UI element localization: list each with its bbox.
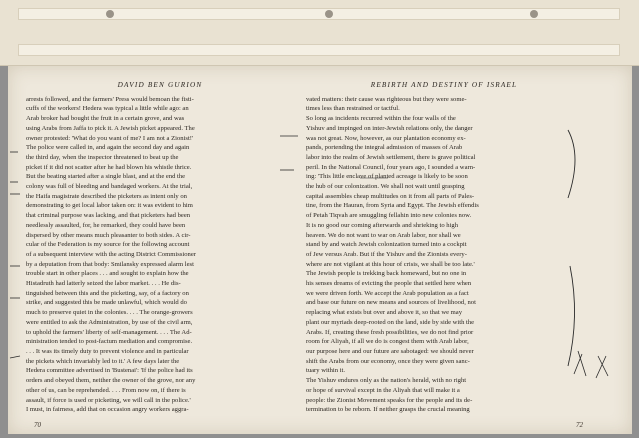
right-page-text-line: So long as incidents recurred within the four walls of the — [306, 115, 456, 123]
left-page-text-line: Histadruth had latterly seized the labor market. . . . He dis- — [26, 280, 181, 288]
left-page-text-line: by a deputation from that body: Smilansky expressed alarm lest — [26, 260, 194, 268]
right-page-text-line: room for Aliyah, if all we do is congest them with Arab labor, — [306, 338, 469, 346]
right-page-text-line: It is no good our coming afterwards and shrieking to high — [306, 221, 458, 229]
left-page-text-line: demonstrating to get local labor taken on: it was evident to him — [26, 202, 193, 210]
left-page-text-line: much to preserve quiet in the colonies. . . . The orange-growers — [26, 309, 193, 317]
left-page-text-line: ministration tended to post-factum mediation and compromise. — [26, 338, 193, 346]
right-page-text-line: heaven. We do not want to war on Arab labor, nor shall we — [306, 231, 461, 239]
left-page-text-line: The police were called in, and again the second day and again — [26, 144, 190, 152]
right-page-text-line: plant our myriads deep-rooted on the land, side by side with the — [306, 318, 475, 326]
left-page-text-line: to uphold the farmers' liberty of self-management. . . . The Ad- — [26, 328, 192, 336]
right-running-head: REBIRTH AND DESTINY OF ISRAEL — [370, 81, 518, 89]
left-page-text-line: Arab broker had bought the fruit in a certain grove, and was — [26, 115, 185, 123]
right-page-text-line: termination to be reborn. If neither grasps the crucial meaning — [306, 406, 470, 414]
left-page-text-line: trouble start in other places . . . and sought to explain how the — [26, 270, 189, 278]
right-page-text-line: times less than restrained or tactful. — [306, 105, 400, 113]
right-page-text-line: tuary within it. — [306, 367, 346, 375]
right-page-text-line: where are not vigilant at this hour of crisis, we shall be too late.' — [306, 260, 475, 268]
right-page-text-line: peril. In the National Council, four years ago, I sounded a warn- — [306, 163, 476, 171]
left-page-text-line: tinguished between this and the picketing, say, of a factory on — [26, 289, 189, 297]
right-page-text-line: his senses dreams of evicting the people that settled here when — [306, 280, 472, 288]
right-page-text-line: we were driven forth. We accept the Arab population as a fact — [306, 289, 469, 297]
right-page-text-line: ing: 'This little enclave of planted acreage is likely to be soon — [306, 173, 468, 181]
right-page-text-line: vated matters: their cause was righteous but they were some- — [306, 95, 467, 103]
left-page-text-line: using Arabs from Jaffa to pick it. A Jewish picket appeared. The — [26, 124, 195, 132]
right-page-text-line: of Jew versus Arab. But if the Yishuv and the Zionists every- — [306, 250, 467, 258]
punch-hole — [325, 10, 333, 18]
right-page-text-line: the hub of our colonization. We shall not wait until grasping — [306, 183, 465, 191]
right-page-text-line: labor into the realm of Jewish settlement, there is grave political — [306, 153, 476, 161]
right-page-text-line: tine, from the Hauran, from Syria and Egypt. The Jewish effendis — [306, 202, 479, 210]
left-page-text-line: assault, if force is used or picketing, we will call in the police.' — [26, 396, 191, 404]
right-page-text-line: pands, portending the integral admission of masses of Arab — [306, 144, 463, 152]
right-page-text-line: or hope of survival except in the Aliyah that will make it a — [306, 386, 460, 394]
left-page-text-line: cuffs of the workers! Hedera was typical a little while ago: an — [26, 105, 189, 113]
left-page-text-line: orders and obeyed them, neither the owner of the grove, nor any — [26, 377, 196, 385]
left-running-head: DAVID BEN GURION — [117, 81, 203, 89]
left-page-text-line: But the beating started after a single blast, and at the end the — [26, 173, 186, 181]
left-page-text-line: the third day, when the inspector threatened to beat up the — [26, 153, 179, 161]
right-page-text-line: and base our future on new means and sources of livelihood, not — [306, 299, 476, 307]
left-page-text-line: were entitled to ask the Administration, by use of the civil arm, — [26, 318, 193, 326]
right-page-text-line: our purpose here and our future are sabotaged: we should never — [306, 347, 474, 355]
punch-hole — [106, 10, 114, 18]
left-page-text-line: picket if it did not scatter after he had blown his whistle thrice. — [26, 163, 192, 171]
book-spread — [8, 66, 632, 434]
left-page-text-line: that criminal purpose was lacking, and that picketers had been — [26, 212, 191, 220]
left-page-text-line: strike, and suggested this be made unlawful, which would do — [26, 299, 187, 307]
left-page-text-line: I must, in fairness, add that on occasion angry workers aggra- — [26, 406, 189, 414]
right-page-text-line: Yishuv and impinged on inter-Jewish relations only, the danger — [306, 124, 473, 132]
left-page-text-line: arrests followed, and the farmers' Press would bemoan the fisti- — [26, 95, 194, 103]
punch-hole — [530, 10, 538, 18]
right-page-text-line: was not great. Now, however, as our plantation economy ex- — [306, 134, 466, 142]
left-page-text-line: the pickets which invariably led to it.' A few days later the — [26, 357, 180, 365]
right-page-text-line: The Jewish people is trekking back homeward, but no one in — [306, 270, 467, 278]
left-page-text-line: Hedera committee advertised in 'Bustenai': 'If the police had its — [26, 367, 193, 375]
left-page-number: 70 — [34, 421, 41, 429]
left-page-text-line: colony was full of bleeding and bandaged workers. At the trial, — [26, 183, 193, 191]
tape-strip-background — [0, 0, 639, 66]
left-page-text-line: . . . It was its timely duty to prevent violence and in particular — [26, 347, 189, 355]
right-page-text-line: people: the Zionist Movement speaks for the people and its de- — [306, 396, 473, 404]
tape-bottom-strip — [18, 44, 620, 56]
right-page-number: 72 — [576, 421, 583, 429]
right-page-text-line: Arabs. If, creating these fresh possibilities, we do not find prior — [306, 328, 474, 336]
left-page-text-line: owner protested: 'What do you want of me? I am not a Zionist!' — [26, 134, 194, 142]
right-page-text-line: capital assembles cheap multitudes on it from all parts of Pales- — [306, 192, 475, 200]
left-page-text-line: cular of the Federation is my source for the following account — [26, 241, 190, 249]
right-page-text-line: stand by and watch Jewish colonization turned into a cockpit — [306, 241, 467, 249]
left-page-text-line: dispersed by other means much pleasanter to both sides. A cir- — [26, 231, 191, 239]
right-page-text-line: of Petah Tiqvah are smuggling fellahin into new colonies now. — [306, 212, 472, 220]
right-page-text-line: replacing what exists but over and above it, so that we may — [306, 309, 463, 317]
right-page-text-line: shift the Arabs from our economy, once they were given sanc- — [306, 357, 470, 365]
left-page-text-line: other of us, can be reprehended. . . . From now on, if there is — [26, 386, 186, 394]
left-page-text-line: needlessly assaulted, for, he remarked, they could have been — [26, 221, 186, 229]
pen-annotations — [8, 66, 632, 434]
right-page-text-line: The Yishuv endures only as the nation's herald, with no right — [306, 377, 467, 385]
left-page-text-line: the Haifa magistrate described the picketers as intent only on — [26, 192, 187, 200]
left-page-text-line: of a subsequent interview with the acting District Commissioner — [26, 250, 196, 258]
